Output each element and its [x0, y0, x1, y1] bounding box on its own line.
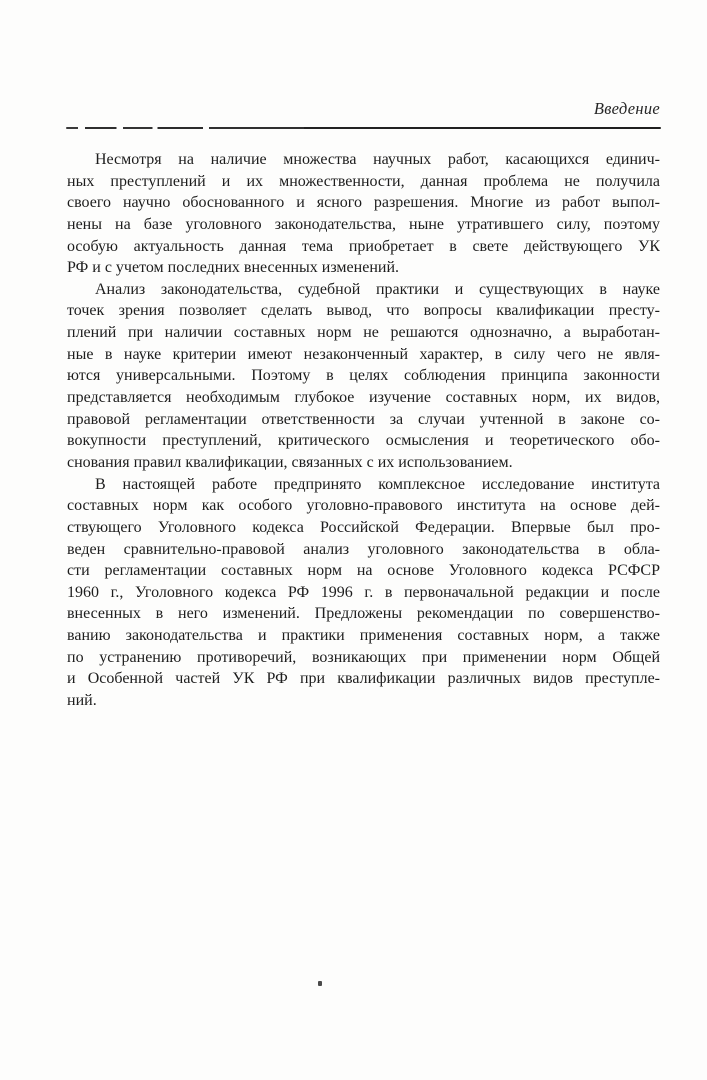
text-line: ствующего Уголовного кодекса Российской Федерации. Впервые был про-: [67, 518, 660, 536]
text-line: веден сравнительно-правовой анализ уголовного законодательства в обла-: [67, 540, 660, 558]
text-line: плений при наличии составных норм не решаются однозначно, а выработан-: [67, 324, 660, 342]
text-line: по устранению противоречий, возникающих при применении норм Общей: [67, 648, 660, 666]
text-line: ные в науке критерии имеют незаконченный характер, в силу чего не явля-: [67, 345, 660, 363]
text-line: особую актуальность данная тема приобретает в свете действующего УК: [67, 237, 660, 255]
text-line: Несмотря на наличие множества научных работ, касающихся единич-: [95, 151, 660, 168]
paragraph: [67, 279, 660, 474]
text-line: 1960 г., Уголовного кодекса РФ 1996 г. в первоначальной редакции и после: [67, 583, 660, 601]
text-line: составных норм как особого уголовно-правового института на основе дей-: [67, 497, 660, 515]
text-line: точек зрения позволяет сделать вывод, что вопросы квалификации престу-: [67, 302, 660, 320]
paragraph: [67, 149, 660, 279]
text-line: ных преступлений и их множественности, данная проблема не получила: [67, 172, 660, 190]
running-head: Введение: [593, 99, 660, 118]
text-line: представляется необходимым глубокое изучение составных норм, их видов,: [67, 389, 660, 407]
text-line: ются универсальными. Поэтому в целях соблюдения принципа законности: [67, 367, 660, 385]
text-line: своего научно обоснованного и ясного разрешения. Многие из работ выпол-: [67, 194, 660, 212]
scan-speck: [318, 981, 322, 986]
text-line: правовой регламентации ответственности за случаи учтенной в законе со-: [67, 410, 660, 428]
text-line: внесенных в него изменений. Предложены рекомендации по совершенство-: [67, 605, 660, 623]
text-line: РФ и с учетом последних внесенных изменений.: [67, 259, 400, 277]
text-line: ний.: [67, 692, 97, 710]
paragraph: [67, 474, 660, 712]
text-line: сти регламентации составных норм на основе Уголовного кодекса РСФСР: [67, 562, 660, 580]
text-line: снования правил квалификации, связанных с их использованием.: [67, 453, 513, 471]
text-line: ванию законодательства и практики применения составных норм, а также: [67, 627, 660, 645]
text-line: Анализ законодательства, судебной практики и существующих в науке: [95, 280, 660, 298]
header-rule: [66, 127, 661, 129]
text-line: и Особенной частей УК РФ при квалификации различных видов преступле-: [67, 670, 660, 688]
text-block: [67, 149, 660, 712]
text-line: В настоящей работе предпринято комплексное исследование института: [95, 475, 660, 493]
text-line: нены на базе уголовного законодательства, ныне утратившего силу, поэтому: [67, 215, 660, 233]
text-line: вокупности преступлений, критического осмысления и теоретического обо-: [67, 432, 660, 450]
